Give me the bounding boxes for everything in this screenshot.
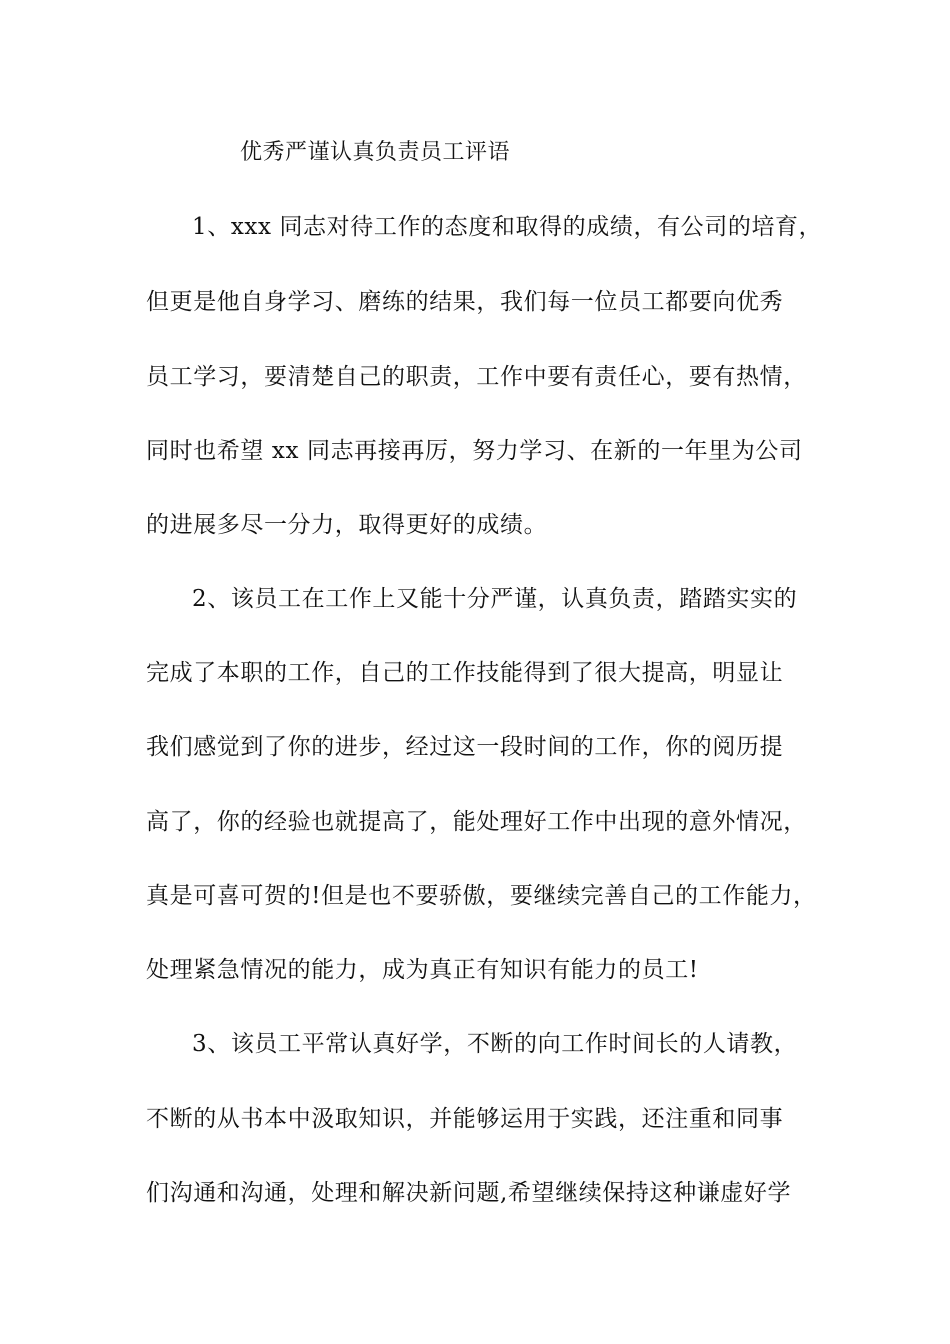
paragraph-2-line-1: 2、该员工在工作上又能十分严谨，认真负责，踏踏实实的	[192, 586, 798, 612]
paragraph-3-line-3: 们沟通和沟通，处理和解决新问题,希望继续保持这种谦虚好学	[146, 1180, 792, 1206]
paragraph-3-line-2: 不断的从书本中汲取知识，并能够运用于实践，还注重和同事	[146, 1106, 784, 1132]
paragraph-1-line-5: 的进展多尽一分力，取得更好的成绩。	[146, 512, 548, 538]
paragraph-2-line-5: 真是可喜可贺的!但是也不要骄傲，要继续完善自己的工作能力，	[146, 883, 817, 909]
document-title: 优秀严谨认真负责员工评语	[240, 140, 511, 165]
paragraph-1-line-2: 但更是他自身学习、磨练的结果，我们每一位员工都要向优秀	[146, 289, 784, 315]
paragraph-2-line-2: 完成了本职的工作，自己的工作技能得到了很大提高，明显让	[146, 660, 784, 686]
paragraph-1-line-1: 1、xxx 同志对待工作的态度和取得的成绩，有公司的培育，	[192, 214, 823, 240]
paragraph-2-line-6: 处理紧急情况的能力，成为真正有知识有能力的员工!	[146, 957, 699, 983]
paragraph-1-line-3: 员工学习，要清楚自己的职责，工作中要有责任心，要有热情，	[146, 364, 807, 390]
paragraph-1-line-4: 同时也希望 xx 同志再接再厉，努力学习、在新的一年里为公司	[146, 438, 803, 464]
paragraph-2-line-3: 我们感觉到了你的进步，经过这一段时间的工作，你的阅历提	[146, 734, 784, 760]
paragraph-3-line-1: 3、该员工平常认真好学，不断的向工作时间长的人请教，	[192, 1031, 798, 1057]
paragraph-2-line-4: 高了，你的经验也就提高了，能处理好工作中出现的意外情况，	[146, 809, 807, 835]
